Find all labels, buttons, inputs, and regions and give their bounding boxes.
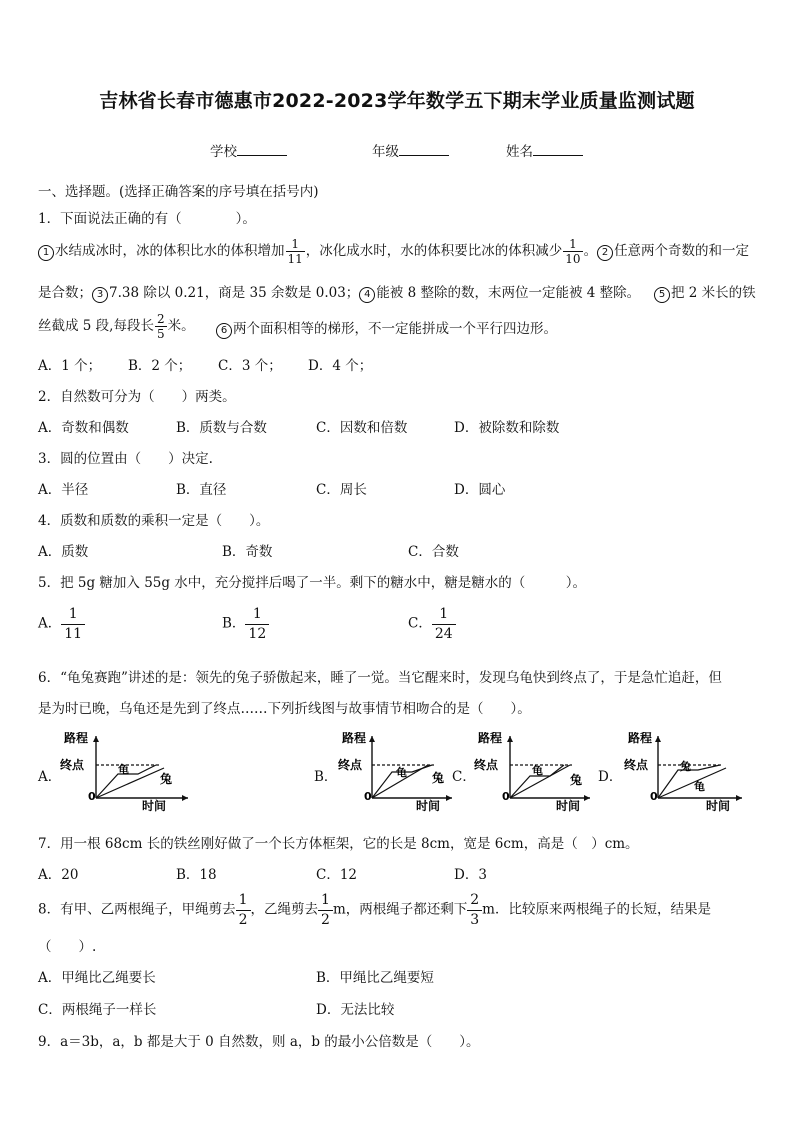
rabbit-label: 兔 <box>160 772 173 786</box>
q4-option-b[interactable]: B．奇数 <box>222 544 273 560</box>
q4-stem: 4．质数和质数的乘积一定是（ ）。 <box>38 513 270 529</box>
origin-label: 0 <box>364 790 372 803</box>
q1-s1-b: ，冰化成水时，水的体积要比冰的体积减少 <box>305 243 563 259</box>
q6-option-c-letter[interactable]: C． <box>452 769 476 785</box>
q7-option-a[interactable]: A．20 <box>38 867 79 883</box>
fraction: $\frac{1}{24}$ <box>432 607 456 641</box>
q1-s1-a: 水结成冰时，冰的体积比水的体积增加 <box>55 243 285 259</box>
rabbit-label: 兔 <box>570 773 583 787</box>
q5-option-a[interactable] <box>38 607 85 641</box>
school-blank <box>237 143 287 156</box>
q1-s3: 7.38 除以 0.21，商是 35 余数是 0.03； <box>109 285 360 301</box>
fraction: $\frac{1}{12}$ <box>245 607 269 641</box>
school-label: 学校 <box>210 144 237 160</box>
rabbit-label: 兔 <box>680 760 691 773</box>
q8-option-d[interactable]: D．无法比较 <box>316 1002 395 1018</box>
fraction: $\frac{2}{3}$ <box>467 893 482 927</box>
origin-label: 0 <box>650 790 658 803</box>
q1-line1 <box>38 238 749 265</box>
turtle-label: 龟 <box>396 766 407 779</box>
x-axis-label: 时间 <box>556 799 581 812</box>
fraction: $\frac{1}{2}$ <box>236 893 251 927</box>
circled-number: 3 <box>92 287 108 303</box>
school-field <box>210 140 287 160</box>
q4-option-c[interactable]: C．合数 <box>408 544 459 560</box>
name-blank <box>533 143 583 156</box>
q6-line1: 6．“龟兔赛跑”讲述的是：领先的兔子骄傲起来，睡了一觉。当它醒来时，发现乌龟快到终点了，于是急忙追赶，但 <box>38 670 722 686</box>
q1-s5-wrap <box>654 281 756 303</box>
y-axis-label: 路程 <box>342 732 367 745</box>
q1-s6-wrap <box>216 317 557 339</box>
q2-stem: 2．自然数可分为（ ）两类。 <box>38 389 236 405</box>
grade-label: 年级 <box>372 144 399 160</box>
origin-label: 0 <box>88 790 96 803</box>
x-axis-label: 时间 <box>706 799 731 812</box>
q1-line3 <box>38 313 195 340</box>
turtle-label: 龟 <box>532 764 543 777</box>
q8-part4: m．比较原来两根绳子的长短，结果是 <box>482 901 711 918</box>
q8-line2: （ ）. <box>38 939 97 955</box>
q5-stem: 5．把 5g 糖加入 55g 水中，充分搅拌后喝了一半。剩下的糖水中，糖是糖水的（ ）。 <box>38 575 587 591</box>
option-letter: B． <box>222 615 246 632</box>
finish-label: 终点 <box>624 758 649 772</box>
q2-option-d[interactable]: D．被除数和除数 <box>454 420 560 436</box>
circled-number: 1 <box>38 245 54 261</box>
q1-option-b[interactable]: B．2 个； <box>128 358 192 374</box>
q6-line2: 是为时已晚，乌龟还是先到了终点……下列折线图与故事情节相吻合的是（ ）。 <box>38 701 531 717</box>
fraction: $\frac{1}{10}$ <box>565 237 581 266</box>
fraction: $\frac{1}{11}$ <box>61 607 85 641</box>
q6-option-b-letter[interactable]: B． <box>314 769 338 785</box>
q5-option-b[interactable] <box>222 607 269 641</box>
q9-stem: 9．a＝3b，a，b 都是大于 0 自然数，则 a，b 的最小公倍数是（ ）。 <box>38 1034 480 1050</box>
y-axis-label: 路程 <box>64 732 89 745</box>
y-axis-label: 路程 <box>628 732 653 745</box>
q6-graph-a[interactable] <box>60 732 190 812</box>
q8-option-b[interactable]: B．甲绳比乙绳要短 <box>316 970 434 986</box>
turtle-label: 龟 <box>694 780 705 793</box>
option-letter: A． <box>38 615 62 632</box>
turtle-label: 龟 <box>118 763 129 776</box>
circled-number: 6 <box>216 323 232 339</box>
q1-line2-start: 是合数； <box>38 285 92 301</box>
circled-number: 4 <box>359 287 375 303</box>
q8-part2: ，乙绳剪去 <box>250 901 319 918</box>
circled-number: 5 <box>654 287 670 303</box>
q2-option-a[interactable]: A．奇数和偶数 <box>38 420 129 436</box>
q6-graph-b[interactable] <box>336 732 454 812</box>
name-field <box>506 140 583 160</box>
q1-stem: 1．下面说法正确的有（ ）。 <box>38 211 256 227</box>
q1-s4: 能被 8 整除的数，末两位一定能被 4 整除。 <box>376 285 641 301</box>
q3-option-b[interactable]: B．直径 <box>176 482 227 498</box>
q2-option-c[interactable]: C．因数和倍数 <box>316 420 408 436</box>
q4-option-a[interactable]: A．质数 <box>38 544 89 560</box>
q8-option-c[interactable]: C．两根绳子一样长 <box>38 1002 157 1018</box>
origin-label: 0 <box>502 790 510 803</box>
circled-number: 2 <box>597 245 613 261</box>
fraction: $\frac{2}{5}$ <box>156 312 165 341</box>
turtle-line <box>96 768 164 798</box>
q1-option-c[interactable]: C．3 个； <box>218 358 282 374</box>
q3-option-a[interactable]: A．半径 <box>38 482 89 498</box>
q8-option-a[interactable]: A．甲绳比乙绳要长 <box>38 970 156 986</box>
finish-label: 终点 <box>474 758 499 772</box>
q1-option-a[interactable]: A．1 个； <box>38 358 102 374</box>
q3-option-d[interactable]: D．圆心 <box>454 482 506 498</box>
q1-s6: 两个面积相等的梯形，不一定能拼成一个平行四边形。 <box>233 321 557 337</box>
q7-stem: 7．用一根 68cm 长的铁丝刚好做了一个长方体框架，它的长是 8cm，宽是 6cm，高是（ ）cm。 <box>38 836 639 852</box>
q7-option-b[interactable]: B．18 <box>176 867 217 883</box>
q1-line2 <box>38 281 640 303</box>
fraction: $\frac{1}{2}$ <box>318 893 333 927</box>
grade-field <box>372 140 449 160</box>
finish-label: 终点 <box>60 758 85 772</box>
name-label: 姓名 <box>506 144 533 160</box>
q1-line3-b: 米。 <box>167 318 195 334</box>
finish-label: 终点 <box>338 758 363 772</box>
q1-s2: 任意两个奇数的和一定 <box>614 243 750 259</box>
x-axis-label: 时间 <box>142 799 167 812</box>
q6-option-d-letter[interactable]: D． <box>598 769 623 785</box>
grade-blank <box>399 143 449 156</box>
q3-stem: 3．圆的位置由（ ）决定. <box>38 451 213 467</box>
q7-option-d[interactable]: D．3 <box>454 867 487 883</box>
q1-s1-c: 。 <box>583 243 598 259</box>
q2-option-b[interactable]: B．质数与合数 <box>176 420 267 436</box>
q3-option-c[interactable]: C．周长 <box>316 482 367 498</box>
q1-option-d[interactable]: D．4 个； <box>308 358 373 374</box>
q6-graph-c[interactable] <box>474 732 592 812</box>
fraction: $\frac{1}{11}$ <box>287 237 303 266</box>
rabbit-label: 兔 <box>432 771 445 785</box>
q8-line1 <box>38 893 711 927</box>
q8-part1: 8．有甲、乙两根绳子，甲绳剪去 <box>38 901 236 918</box>
q7-option-c[interactable]: C．12 <box>316 867 358 883</box>
y-axis-label: 路程 <box>478 732 503 745</box>
q5-option-c[interactable] <box>408 607 456 641</box>
x-axis-label: 时间 <box>416 799 441 812</box>
q1-s5: 把 2 米长的铁 <box>671 285 756 301</box>
q6-graph-d[interactable] <box>622 732 744 812</box>
q1-line3-a: 丝截成 5 段,每段长 <box>38 318 154 334</box>
page-title: 吉林省长春市德惠市2022-2023学年数学五下期末学业质量监测试题 <box>99 90 695 112</box>
option-letter: C． <box>408 615 432 632</box>
section-heading: 一、选择题。(选择正确答案的序号填在括号内) <box>38 184 319 200</box>
q8-part3: m，两根绳子都还剩下 <box>332 901 468 918</box>
q6-option-a-letter[interactable]: A． <box>38 769 62 785</box>
